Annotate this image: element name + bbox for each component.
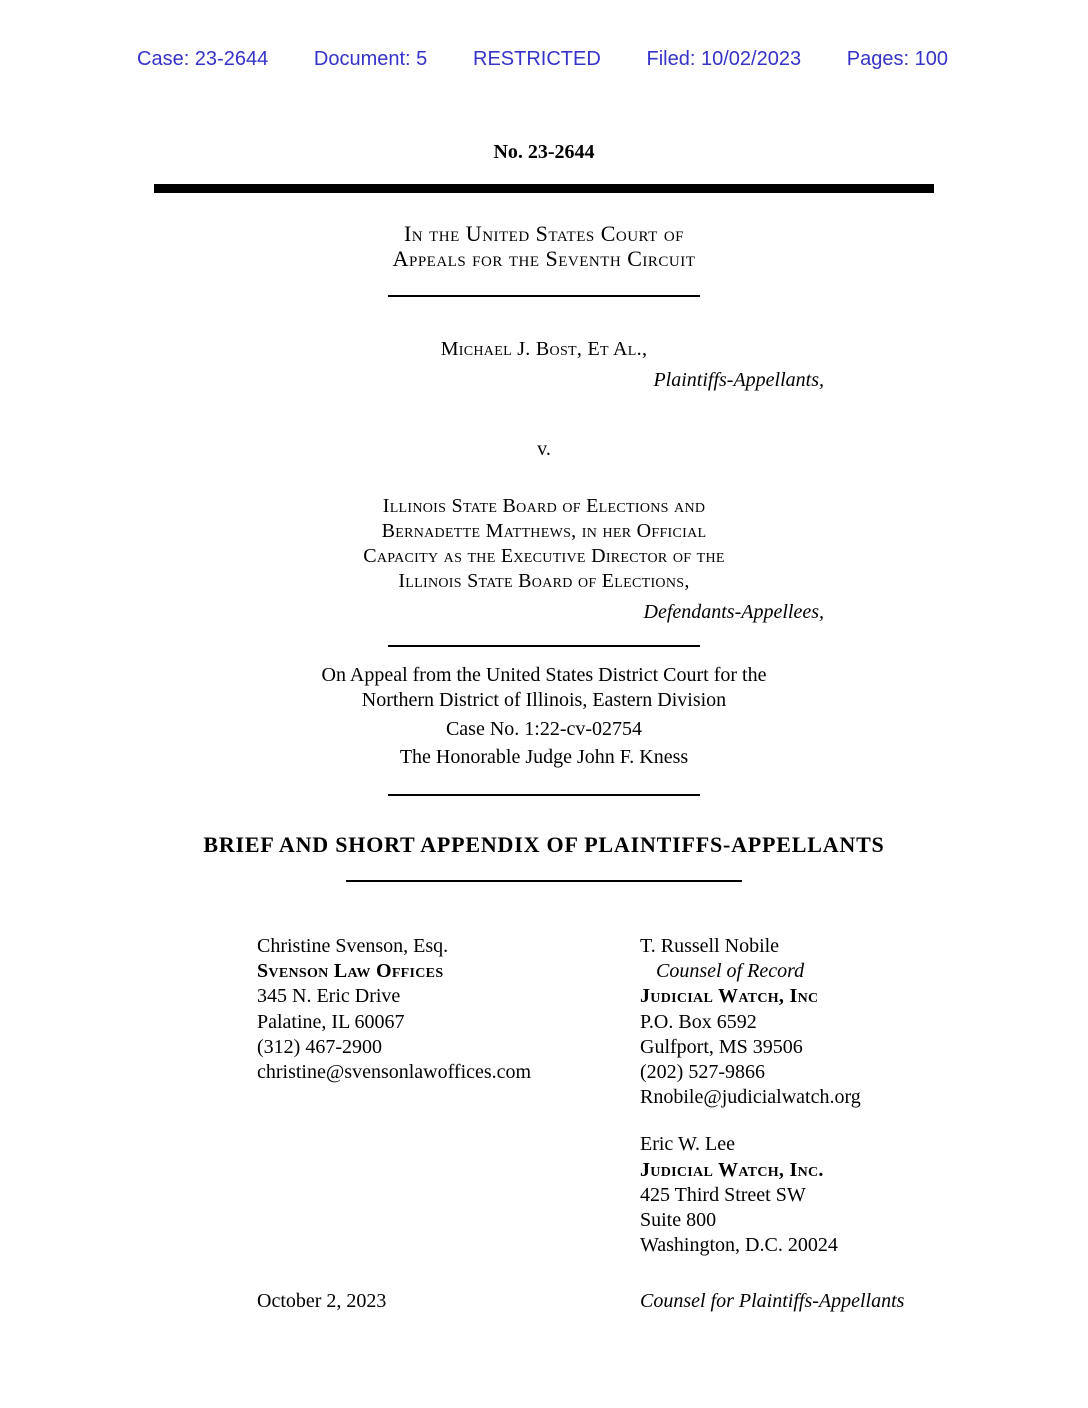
city-state-zip: Palatine, IL 60067 xyxy=(257,1010,405,1033)
phone-number: (312) 467-2900 xyxy=(257,1035,382,1058)
defendant-role: Defendants-Appellees, xyxy=(643,601,824,623)
court-title xyxy=(0,221,1088,271)
section-divider-under-title xyxy=(346,880,742,882)
stamp-document-number: Document: 5 xyxy=(313,48,428,70)
phone-number: (202) 527-9866 xyxy=(640,1061,765,1084)
plaintiff-role: Plaintiffs-Appellants, xyxy=(653,369,824,391)
street-address: 345 N. Eric Drive xyxy=(257,985,401,1008)
cover-footer xyxy=(257,1290,1088,1313)
district-case-number: Case No. 1:22-cv-02754 xyxy=(445,718,643,740)
po-box: P.O. Box 6592 xyxy=(640,1010,757,1033)
double-rule-divider xyxy=(154,184,934,193)
counsel-block-left xyxy=(257,934,640,1258)
appeal-origin-block xyxy=(0,663,1088,770)
law-firm-name: Svenson Law Offices xyxy=(257,960,444,983)
appellate-case-number: No. 23-2644 xyxy=(493,141,595,163)
defendant-name-line2: Bernadette Matthews, in her Official xyxy=(381,520,707,542)
court-title-line2: Appeals for the Seventh Circuit xyxy=(392,246,696,271)
stamp-page-count: Pages: 100 xyxy=(846,48,948,70)
section-divider-above-appeal xyxy=(388,645,700,647)
plaintiff-name: Michael J. Bost, Et Al., xyxy=(440,338,648,360)
document-title: BRIEF AND SHORT APPENDIX OF PLAINTIFFS-APPELLANTS xyxy=(203,832,885,857)
court-title-line1: In the United States Court of xyxy=(403,221,684,246)
counsel-blocks xyxy=(257,934,1088,1258)
defendant-name-line3: Capacity as the Executive Director of the xyxy=(363,545,725,567)
defendant-name-line1: Illinois State Board of Elections and xyxy=(382,495,706,517)
section-divider-under-court-title xyxy=(388,295,700,297)
attorney-name: Christine Svenson, Esq. xyxy=(257,935,449,957)
law-firm-name: Judicial Watch, Inc xyxy=(640,985,819,1008)
city-state-zip: Gulfport, MS 39506 xyxy=(640,1035,803,1058)
district-judge-name: The Honorable Judge John F. Kness xyxy=(399,746,689,768)
suite-number: Suite 800 xyxy=(640,1209,717,1232)
section-divider-above-title xyxy=(388,794,700,796)
stamp-filed-date: Filed: 10/02/2023 xyxy=(646,48,802,70)
court-filing-stamp xyxy=(137,48,948,71)
email-address: christine@svensonlawoffices.com xyxy=(257,1061,532,1084)
stamp-restricted-flag: RESTRICTED xyxy=(473,48,601,70)
street-address: 425 Third Street SW xyxy=(640,1183,806,1206)
email-address: Rnobile@judicialwatch.org xyxy=(640,1086,861,1109)
case-caption xyxy=(264,337,824,625)
attorney-name: T. Russell Nobile xyxy=(640,935,780,957)
counsel-for-label: Counsel for Plaintiffs-Appellants xyxy=(640,1290,905,1313)
stamp-case-number: Case: 23-2644 xyxy=(137,48,269,70)
city-state-zip: Washington, D.C. 20024 xyxy=(640,1234,838,1257)
appeal-origin-line2: Northern District of Illinois, Eastern Division xyxy=(361,689,727,711)
attorney-name: Eric W. Lee xyxy=(640,1133,735,1156)
filing-date: October 2, 2023 xyxy=(257,1290,387,1313)
counsel-block-spacer xyxy=(640,1110,861,1132)
appeal-origin-line1: On Appeal from the United States District Court for the xyxy=(321,664,767,686)
versus-label: v. xyxy=(537,438,551,460)
counsel-of-record-label: Counsel of Record xyxy=(656,960,805,983)
counsel-block-right xyxy=(640,934,861,1258)
defendant-name-line4: Illinois State Board of Elections, xyxy=(398,570,690,592)
law-firm-name: Judicial Watch, Inc. xyxy=(640,1158,824,1181)
